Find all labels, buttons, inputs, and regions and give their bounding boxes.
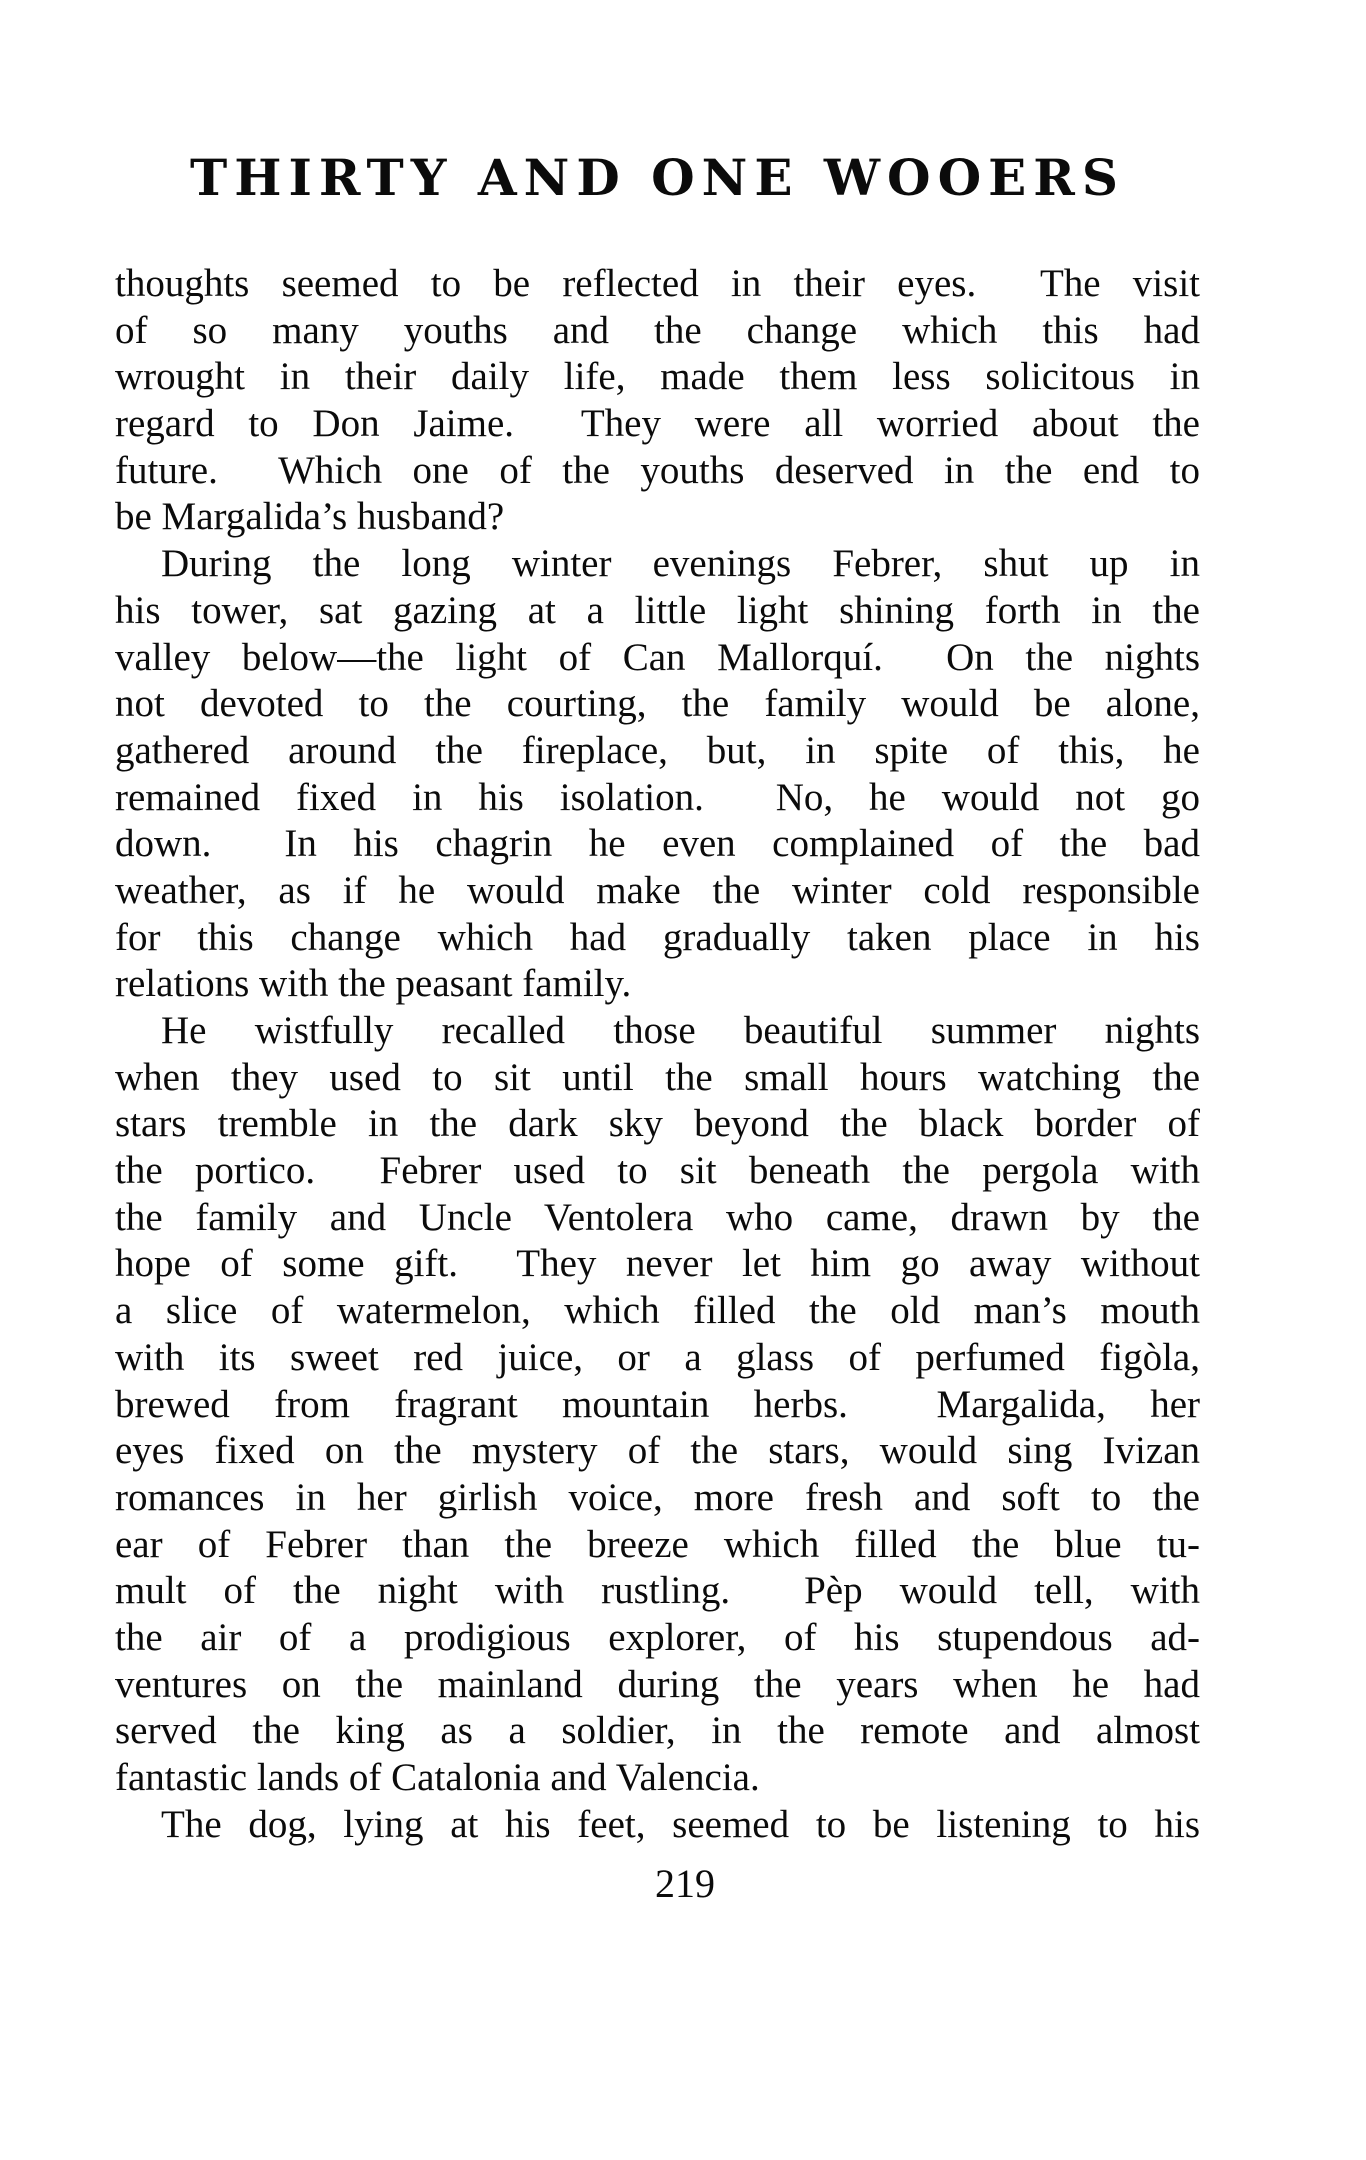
text-line: During the long winter evenings Febrer, shut up in	[161, 542, 1200, 586]
text-line: hope of some gift. They never let him go away without	[115, 1242, 1200, 1286]
page-title: THIRTY AND ONE WOOERS	[190, 148, 1125, 207]
text-line: wrought in their daily life, made them less solicitous in	[115, 355, 1200, 399]
text-line: stars tremble in the dark sky beyond the black border of	[115, 1102, 1200, 1146]
text-line: not devoted to the courting, the family would be alone,	[115, 682, 1200, 726]
text-line: romances in her girlish voice, more fresh and soft to the	[115, 1475, 1200, 1519]
text-line: down. In his chagrin he even complained of the bad	[115, 822, 1200, 866]
text-line: future. Which one of the youths deserved in the end to	[115, 448, 1200, 492]
text-line: for this change which had gradually taken place in his	[115, 915, 1200, 959]
page-number: 219	[655, 1861, 715, 1907]
text-line: ear of Febrer than the breeze which filled the blue tu-	[115, 1522, 1200, 1566]
paragraph	[115, 261, 1200, 541]
text-line: relations with the peasant family.	[115, 962, 632, 1006]
text-line: ventures on the mainland during the years when he had	[115, 1662, 1200, 1706]
text-line: fantastic lands of Catalonia and Valencia.	[115, 1756, 760, 1799]
text-line: valley below—the light of Can Mallorquí. On the nights	[115, 635, 1200, 679]
text-line: his tower, sat gazing at a little light shining forth in the	[115, 588, 1200, 632]
text-line: remained fixed in his isolation. No, he would not go	[115, 775, 1200, 819]
text-line: when they used to sit until the small hours watching the	[115, 1055, 1200, 1099]
text-line: a slice of watermelon, which filled the old man’s mouth	[115, 1289, 1200, 1333]
text-line: the air of a prodigious explorer, of his stupendous ad-	[115, 1615, 1200, 1659]
text-line: He wistfully recalled those beautiful summer nights	[161, 1009, 1200, 1052]
text-line: with its sweet red juice, or a glass of perfumed figòla,	[115, 1335, 1200, 1379]
text-line: be Margalida’s husband?	[115, 495, 505, 539]
paragraph	[115, 1008, 1200, 1802]
text-line: served the king as a soldier, in the remote and almost	[115, 1709, 1200, 1753]
text-line: brewed from fragrant mountain herbs. Margalida, her	[115, 1382, 1200, 1426]
text-line: thoughts seemed to be reflected in their eyes. The visit	[115, 262, 1200, 305]
text-line: gathered around the fireplace, but, in spite of this, he	[115, 728, 1200, 772]
text-line: eyes fixed on the mystery of the stars, would sing Ivizan	[115, 1429, 1200, 1473]
text-line: of so many youths and the change which this had	[115, 308, 1200, 352]
text-line: The dog, lying at his feet, seemed to be listening to his	[161, 1802, 1200, 1846]
text-line: the portico. Febrer used to sit beneath the pergola with	[115, 1149, 1200, 1193]
text-line: the family and Uncle Ventolera who came, drawn by the	[115, 1195, 1200, 1239]
text-line: mult of the night with rustling. Pèp would tell, with	[115, 1569, 1200, 1613]
text-line: regard to Don Jaime. They were all worried about the	[115, 402, 1200, 446]
text-line: weather, as if he would make the winter cold responsible	[115, 868, 1200, 912]
text-block	[115, 261, 1200, 1848]
paragraph	[115, 1802, 1200, 1849]
paragraph	[115, 541, 1200, 1008]
